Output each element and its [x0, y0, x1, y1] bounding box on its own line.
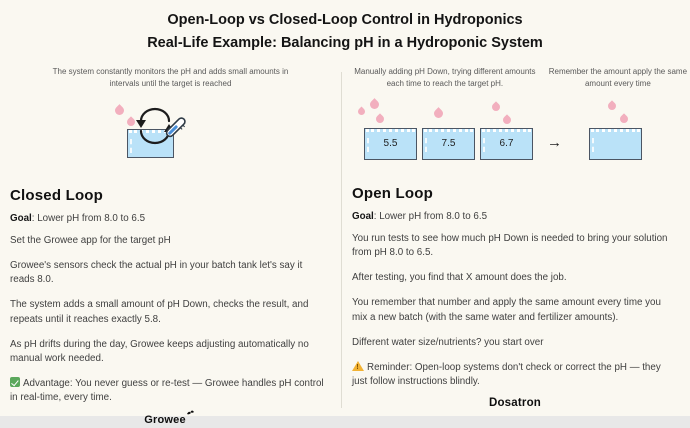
open-loop-paragraph: After testing, you find that X amount does the job. [352, 272, 567, 284]
open-loop-caption-remember: Remember the amount apply the same amount every time [548, 67, 688, 89]
poster-title-line2: Real-Life Example: Balancing pH in a Hydroponic System [147, 35, 543, 52]
tank-illustration [480, 128, 533, 160]
thermometer-icon [157, 112, 191, 146]
tank-reading: 6.7 [499, 137, 514, 149]
closed-loop-content [0, 187, 341, 428]
open-loop-caption-manual: Manually adding pH Down, trying different amounts each time to reach the target pH. [354, 67, 536, 89]
droplet-icon [490, 101, 501, 112]
growee-logo: Growee [10, 410, 329, 428]
droplet-icon [374, 113, 385, 124]
closed-loop-column [0, 62, 341, 428]
open-loop-paragraph: Different water size/nutrients? you start over [352, 336, 544, 348]
reminder-note [352, 361, 678, 389]
advantage-text: Advantage: You never guess or re-test — Growee handles pH control in real-time, every time. [10, 378, 324, 404]
advantage-note [10, 377, 329, 405]
right-arrow-icon: → [547, 133, 562, 151]
closed-loop-illustration [0, 91, 341, 187]
tank-illustration [589, 128, 642, 160]
droplet-icon [432, 107, 445, 120]
closed-loop-paragraph: As pH drifts during the day, Growee keeps adjusting automatically no manual work needed. [10, 338, 309, 364]
closed-loop-paragraph: Growee's sensors check the actual pH in your batch tank let's say it reads 8.0. [10, 259, 303, 286]
tank-reading: 5.5 [383, 137, 398, 149]
goal-text: : Lower pH from 8.0 to 6.5 [373, 210, 488, 222]
droplet-icon [357, 106, 367, 116]
closed-loop-paragraph: Set the Growee app for the target pH [10, 234, 171, 246]
droplet-icon [606, 100, 617, 111]
goal-label: Goal [352, 210, 374, 222]
open-loop-content [342, 185, 690, 412]
open-loop-paragraph: You run tests to see how much pH Down is needed to bring your solution from pH 8.0 to 6.5. [352, 232, 668, 258]
closed-loop-caption: The system constantly monitors the pH and adds small amounts in intervals until the target is reached [52, 67, 289, 89]
tank-illustration [364, 128, 417, 160]
goal-text: : Lower pH from 8.0 to 6.5 [31, 212, 146, 224]
open-loop-paragraph: You remember that number and apply the same amount every time you mix a new batch (with the same water and fertilizer amounts). [352, 297, 661, 323]
droplet-icon [618, 113, 629, 124]
warning-icon: ! [352, 361, 364, 371]
leaf-icon [186, 409, 195, 418]
reminder-text: Reminder: Open-loop systems don't check or correct the pH — they just follow instructions blindly. [352, 362, 661, 388]
dosatron-logo: Dosatron [488, 397, 542, 410]
open-loop-captions [342, 66, 690, 91]
open-loop-heading: Open Loop [352, 184, 433, 202]
open-loop-column [342, 62, 690, 411]
goal-label: Goal [10, 212, 32, 224]
tank-reading: 7.5 [441, 137, 456, 149]
closed-loop-paragraph: The system adds a small amount of pH Down, checks the result, and repeats until it reaches exactly 5.8. [10, 299, 309, 325]
check-icon [10, 377, 20, 387]
open-loop-illustration [342, 91, 690, 185]
poster-title-line1: Open-Loop vs Closed-Loop Control in Hydroponics [167, 12, 523, 28]
droplet-icon [368, 98, 381, 111]
closed-loop-heading: Closed Loop [10, 186, 104, 204]
droplet-icon [501, 114, 512, 125]
poster-title [0, 9, 690, 55]
open-loop-goal [352, 211, 678, 222]
droplet-icon [113, 104, 126, 117]
tank-illustration [422, 128, 475, 160]
closed-loop-goal [10, 213, 329, 224]
